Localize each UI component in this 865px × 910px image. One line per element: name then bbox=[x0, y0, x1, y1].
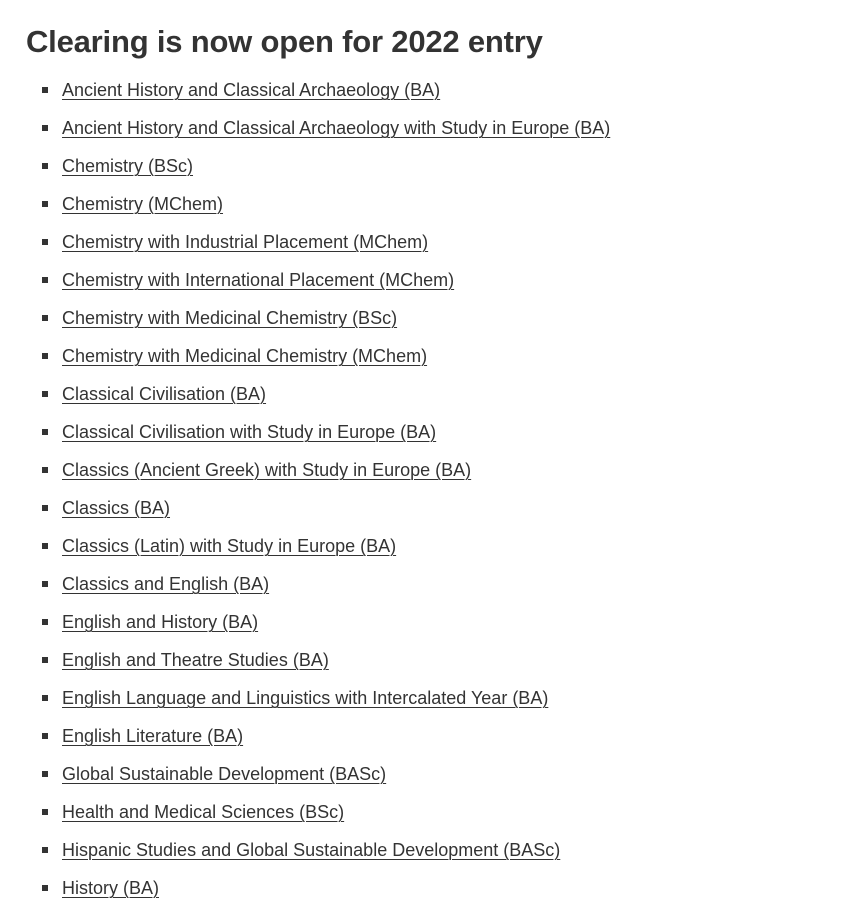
course-link[interactable]: Hispanic Studies and Global Sustainable Development (BASc) bbox=[62, 840, 561, 860]
list-item bbox=[0, 375, 865, 413]
list-item bbox=[0, 527, 865, 565]
bullet-icon bbox=[42, 239, 48, 245]
course-link[interactable]: Classical Civilisation (BA) bbox=[62, 384, 267, 404]
list-item bbox=[0, 109, 865, 147]
list-item bbox=[0, 299, 865, 337]
course-link[interactable]: History (BA) bbox=[62, 878, 160, 898]
bullet-icon bbox=[42, 87, 48, 93]
course-link[interactable]: Ancient History and Classical Archaeology with Study in Europe (BA) bbox=[62, 118, 611, 138]
bullet-icon bbox=[42, 809, 48, 815]
bullet-icon bbox=[42, 619, 48, 625]
bullet-icon bbox=[42, 277, 48, 283]
list-item bbox=[0, 147, 865, 185]
list-item bbox=[0, 793, 865, 831]
list-item bbox=[0, 71, 865, 109]
course-link[interactable]: Chemistry (BSc) bbox=[62, 156, 194, 176]
list-item bbox=[0, 261, 865, 299]
course-link[interactable]: Classical Civilisation with Study in Europe (BA) bbox=[62, 422, 437, 442]
list-item bbox=[0, 185, 865, 223]
bullet-icon bbox=[42, 771, 48, 777]
course-link[interactable]: English Language and Linguistics with Intercalated Year (BA) bbox=[62, 688, 549, 708]
list-item bbox=[0, 641, 865, 679]
bullet-icon bbox=[42, 657, 48, 663]
bullet-icon bbox=[42, 733, 48, 739]
course-link[interactable]: Classics (Ancient Greek) with Study in Europe (BA) bbox=[62, 460, 472, 480]
bullet-icon bbox=[42, 543, 48, 549]
bullet-icon bbox=[42, 429, 48, 435]
course-link[interactable]: English and History (BA) bbox=[62, 612, 259, 632]
list-item bbox=[0, 451, 865, 489]
bullet-icon bbox=[42, 581, 48, 587]
course-link[interactable]: Health and Medical Sciences (BSc) bbox=[62, 802, 345, 822]
list-item bbox=[0, 223, 865, 261]
course-link[interactable]: Classics (Latin) with Study in Europe (BA) bbox=[62, 536, 397, 556]
bullet-icon bbox=[42, 695, 48, 701]
course-link[interactable]: English Literature (BA) bbox=[62, 726, 244, 746]
list-item bbox=[0, 831, 865, 869]
list-item bbox=[0, 489, 865, 527]
course-link[interactable]: Chemistry with Medicinal Chemistry (MChem) bbox=[62, 346, 428, 366]
bullet-icon bbox=[42, 353, 48, 359]
course-link[interactable]: Chemistry with Industrial Placement (MChem) bbox=[62, 232, 429, 252]
course-link[interactable]: Chemistry (MChem) bbox=[62, 194, 224, 214]
course-link[interactable]: Chemistry with Medicinal Chemistry (BSc) bbox=[62, 308, 398, 328]
list-item bbox=[0, 869, 865, 907]
bullet-icon bbox=[42, 505, 48, 511]
bullet-icon bbox=[42, 885, 48, 891]
course-list bbox=[0, 71, 865, 907]
list-item bbox=[0, 413, 865, 451]
bullet-icon bbox=[42, 163, 48, 169]
course-link[interactable]: Global Sustainable Development (BASc) bbox=[62, 764, 387, 784]
course-link[interactable]: Ancient History and Classical Archaeology (BA) bbox=[62, 80, 441, 100]
list-item bbox=[0, 603, 865, 641]
bullet-icon bbox=[42, 467, 48, 473]
list-item bbox=[0, 337, 865, 375]
bullet-icon bbox=[42, 847, 48, 853]
list-item bbox=[0, 717, 865, 755]
list-item bbox=[0, 679, 865, 717]
list-item bbox=[0, 755, 865, 793]
list-item bbox=[0, 565, 865, 603]
bullet-icon bbox=[42, 315, 48, 321]
page-title: Clearing is now open for 2022 entry bbox=[26, 24, 543, 59]
course-link[interactable]: Classics (BA) bbox=[62, 498, 171, 518]
bullet-icon bbox=[42, 125, 48, 131]
course-link[interactable]: English and Theatre Studies (BA) bbox=[62, 650, 329, 670]
course-link[interactable]: Chemistry with International Placement (MChem) bbox=[62, 270, 455, 290]
bullet-icon bbox=[42, 391, 48, 397]
bullet-icon bbox=[42, 201, 48, 207]
course-link[interactable]: Classics and English (BA) bbox=[62, 574, 270, 594]
